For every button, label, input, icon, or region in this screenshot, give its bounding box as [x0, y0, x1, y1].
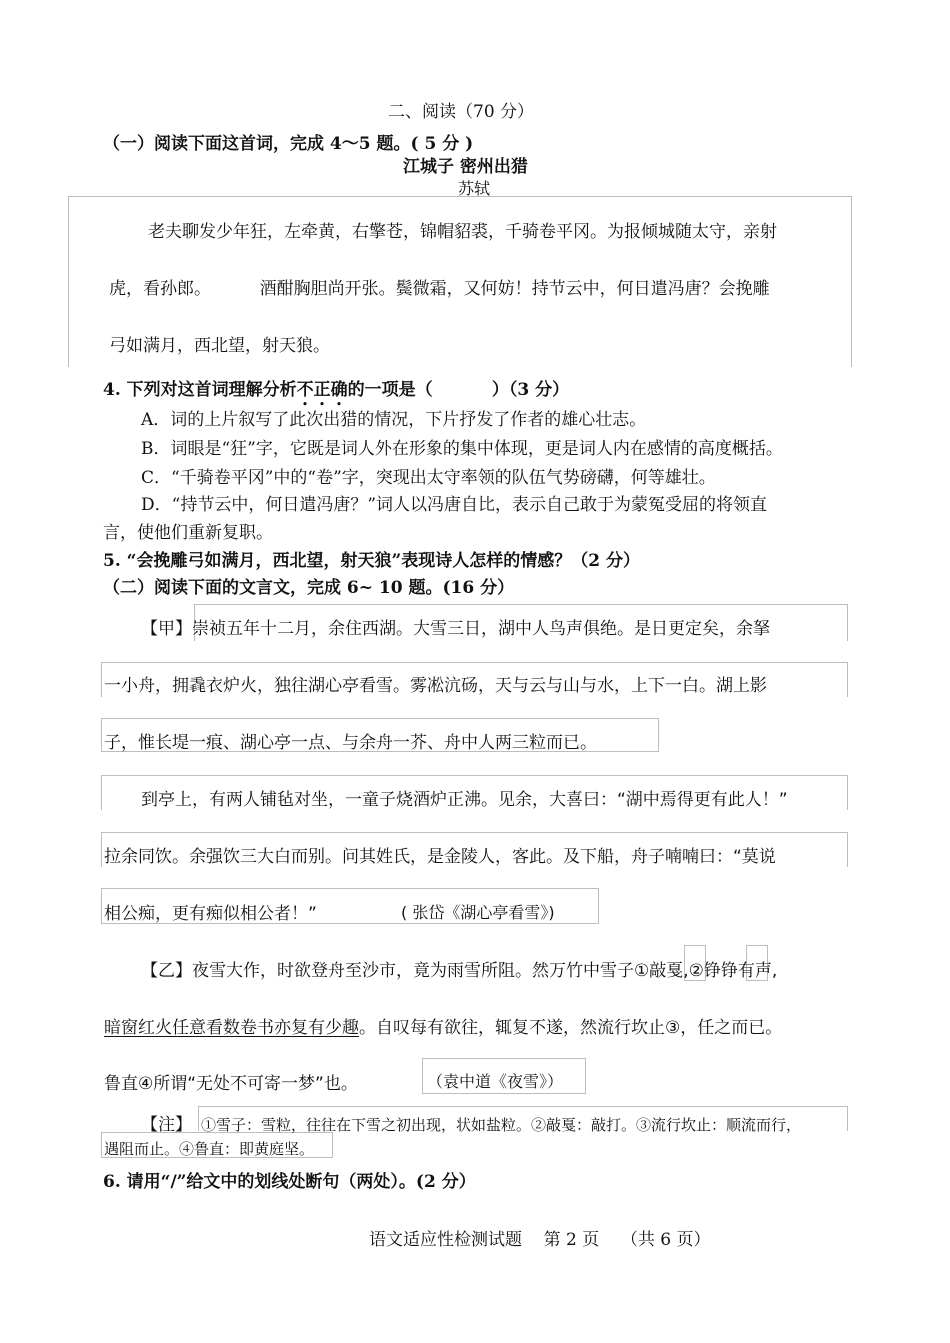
yi-line-2: 暗窗红火任意看数卷书亦复有少趣。自叹每有欲往，辄复不遂，然流行坎止③，任之而已。: [104, 1018, 783, 1038]
q4-option-d: D．“持节云中，何日遣冯唐？”词人以冯唐自比，表示自己敢于为蒙冤受屈的将领直: [141, 495, 768, 515]
note-label: 【注】: [141, 1115, 192, 1135]
poem-title: 江城子 密州出猎: [403, 157, 528, 177]
poem-line-3: 弓如满月，西北望，射天狼。: [109, 336, 330, 356]
jia-source: ( 张岱《湖心亭看雪》): [401, 903, 555, 922]
part1-heading: （一）阅读下面这首词，完成 4～5 题。( 5 分 ): [103, 134, 474, 154]
jia-line-2: 一小舟，拥毳衣炉火，独往湖心亭看雪。雾凇沆砀，天与云与山与水，上下一白。湖上影: [104, 676, 767, 696]
part2-heading: （二）阅读下面的文言文，完成 6~ 10 题。(16 分）: [103, 578, 515, 598]
note-line-1: ①雪子：雪粒，往往在下雪之初出现，状如盐粒。②敲戛：敲打。③流行坎止：顺流而行，: [201, 1116, 802, 1134]
section-title: 二、阅读（70 分）: [388, 102, 535, 122]
question-6: 6. 请用“/”给文中的划线处断句（两处）。(2 分）: [103, 1172, 476, 1192]
q4-option-a: A．词的上片叙写了此次出猎的情况，下片抒发了作者的雄心壮志。: [141, 410, 647, 430]
dotted-emphasis: 不正确: [296, 380, 348, 400]
jia-line-4: 到亭上，有两人铺毡对坐，一童子烧酒炉正沸。见余，大喜曰：“湖中焉得更有此人！”: [141, 790, 788, 810]
jia-line-3: 子，惟长堤一痕、湖心亭一点、与余舟一芥、舟中人两三粒而已。: [104, 733, 597, 753]
question-4-stem: 4. 下列对这首词理解分析不正确的一项是（ ）（3 分）: [103, 380, 570, 400]
jia-line-1: 【甲】崇祯五年十二月，余住西湖。大雪三日，湖中人鸟声俱绝。是日更定矣，余拏: [141, 619, 770, 639]
yi-line-3: 鲁直④所谓“无处不可寄一梦”也。: [104, 1074, 358, 1094]
jia-line-5: 拉余同饮。余强饮三大白而别。问其姓氏，是金陵人，客此。及下船，舟子喃喃曰：“莫说: [104, 847, 776, 867]
poem-author: 苏轼: [458, 179, 491, 198]
note-line-2: 遇阻而止。④鲁直：即黄庭坚。: [104, 1140, 315, 1158]
yi-line-1: 【乙】夜雪大作，时欲登舟至沙市，竟为雨雪所阻。然万竹中雪子①敲戛,②铮铮有声,: [141, 961, 778, 981]
poem-line-2: 虎，看孙郎。 酒酣胸胆尚开张。鬓微霜，又何妨！持节云中，何日遣冯唐？会挽雕: [109, 279, 770, 299]
yi-source: （袁中道《夜雪》）: [427, 1072, 564, 1091]
page-footer: 语文适应性检测试题 第 2 页 （共 6 页）: [369, 1230, 711, 1250]
q4-option-d-cont: 言，使他们重新复职。: [103, 523, 273, 543]
q4-option-b: B．词眼是“狂”字，它既是词人外在形象的集中体现，更是词人内在感情的高度概括。: [141, 439, 783, 459]
q4-option-c: C．“千骑卷平冈”中的“卷”字，突现出太守率领的队伍气势磅礴，何等雄壮。: [141, 468, 716, 488]
yi-underlined-text: 暗窗红火任意看数卷书亦复有少趣: [104, 1018, 359, 1038]
jia-line-6: 相公痴，更有痴似相公者！”: [104, 904, 317, 924]
poem-line-1: 老夫聊发少年狂，左牵黄，右擎苍，锦帽貂裘，千骑卷平冈。为报倾城随太守，亲射: [148, 222, 777, 242]
question-5: 5. “会挽雕弓如满月，西北望，射天狼”表现诗人怎样的情感？（2 分）: [103, 551, 640, 571]
